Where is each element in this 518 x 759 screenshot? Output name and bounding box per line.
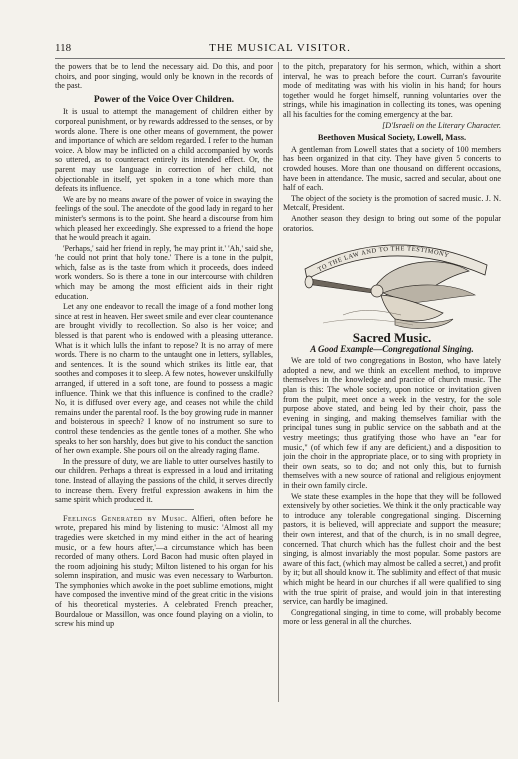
article-paragraph: Another season they design to bring out some of the popular oratorios. bbox=[283, 213, 501, 233]
trumpet-bell bbox=[305, 276, 313, 288]
two-column-body bbox=[55, 62, 505, 702]
article-paragraph: It is usual to attempt the management of children either by corporeal punishment, or by rewards addressed to the senses, or by words alone. There is one other means of government, the power and importance of which are seldom regarded. I refer to the human voice. A blow may be inflicted on a child accompanied by words so uttered, as to counteract entirely its intended effect. Or, the parent may use language in correction of her child, not objectionable in itself, yet spoken in a tone which more than defeats its influence. bbox=[55, 107, 273, 194]
section-divider bbox=[134, 509, 194, 510]
angel-engraving bbox=[283, 235, 501, 333]
inline-heading-feelings: Feelings Generated by Music. bbox=[63, 513, 188, 523]
article-heading-example: A Good Example—Congregational Singing. bbox=[310, 343, 474, 354]
article-paragraph: We are told of two congregations in Boston, who have lately adopted a new, and we think an excellent method, to improve themselves in the knowledge and practice of church music. The plan is this: The whole society, upon notice or invitation given from the pulpit, meet once a week in the vestry, for the sole purpose above stated, and being led by their choir, pass the evening in singing, and making themselves familiar with the principal tunes sung in public service on the sabbath and at the vestry meetings; thus gratifying those who have an "ear for music," (of which few if any are deficient,) and a disposition to join the choir in the appropriate place, or to sing with propriety in their own seats, so to do; and not only this, but to furnish themselves with a new source of rational and religious enjoyment in their own family circle. bbox=[283, 356, 501, 490]
feelings-text: Alfieri, often before he wrote, prepared his mind by listening to music: 'Almost all my tragedies were sketched in my mind either in the act of hearing music, or a few hours after,'—a circumstance which has been recorded of many others. Lord Bacon had music often played in the room adjoining his study; Milton listened to his organ for his solemn inspiration, and music was even necessary to Warburton. The symphonies which awoke in the poet sublime emotions, might have composed the inventive mind of the great critic in the visions of his theoretical mysteries. A celebrated French preacher, Bourdaloue or Massillon, was once found playing on a violin, to screw his mind up bbox=[55, 513, 273, 629]
continued-paragraph: the powers that be to lend the necessary aid. Do this, and poor choirs, and poor singing, would only be known in the records of the past. bbox=[55, 62, 273, 91]
article-paragraph: Let any one endeavor to recall the image of a fond mother long since at rest in heaven. Her sweet smile and ever clear countenance are brought vividly to recollection. So also is her voice; and blessed is that parent who is endowed with a pleasing utterance. What is it which lulls the infant to repose? It is no array of mere words. There is no charm to the untaught one in letters, syllables, and sentences. It is the sound which strikes its little ear, that soothes and composes it to sleep. A few notes, however unskilfully arranged, if uttered in a soft tone, are found to possess a magic influence. Think we that this influence is confined to the cradle? No, it is diffused over every age, and ceases not while the child remains under the parental roof. Is the boy growing rude in manner and boisterous in speech? I know of no instrument so sure to control these tendencies as the gentle tones of a mother. She who speaks to her son harshly, does but give to his conduct the sanction of her own example. She pours oil on the already raging flame. bbox=[55, 302, 273, 456]
trumpet bbox=[311, 279, 373, 293]
article-paragraph: We state these examples in the hope that they will be followed extensively by other societies. We think it the only practicable way to introduce any tolerable congregational singing. Discerning pastors, it is believed, will appreciate and support the measure; their own interest, and that of the church, is in no small degree, concerned. That church which has the fullest choir and the best singing, is almost invariably the most popular. Some pastors are aware of this fact, (which may almost be called a secret,) and profit by it; but all should know it. The sublimity and effect of that music which might be heard in our churches if all were qualified to sing with the true spirit of praise, and would join in that interesting service, can hardly be imagined. bbox=[283, 491, 501, 607]
article-paragraph: In the pressure of duty, we are liable to utter ourselves hastily to our children. Perhaps a threat is expressed in a loud and irritating tone. Instead of allaying the passions of the child, it serves directly to increase them. Every fretful expression awakens in him the same spirit which produced it. bbox=[55, 456, 273, 505]
running-title: THE MUSICAL VISITOR. bbox=[209, 42, 351, 54]
source-citation: [D'Israeli on the Literary Character. bbox=[382, 120, 501, 130]
article-heading-voice: Power of the Voice Over Children. bbox=[93, 93, 235, 105]
article-paragraph: Congregational singing, in time to come, will probably become more or less general in all the churches. bbox=[283, 607, 501, 627]
column-rule bbox=[278, 62, 279, 702]
section-title-sacred-music: Sacred Music. bbox=[352, 330, 432, 346]
article-paragraph: We are by no means aware of the power of voice in swaying the feelings of the soul. The anecdote of the good lady in regard to her minister's sermons is to the point. She heard a discourse from him which pleased her exceedingly. She expressed to a friend the hope that he would preach it again. bbox=[55, 194, 273, 243]
continued-paragraph: to the pitch, preparatory for his sermon, which, within a short interval, he was to preach before the court. Curran's favourite mode of meditating was with his violin in his hand; for hours together would he forget himself, running voluntaries over the strings, while his imagination in collecting its tones, was opening all his faculties for the coming emergency at the bar. bbox=[283, 62, 501, 119]
article-paragraph-feelings bbox=[55, 514, 273, 629]
article-heading-lowell: Beethoven Musical Society, Lowell, Mass. bbox=[317, 133, 467, 143]
page-number: 118 bbox=[55, 42, 72, 54]
magazine-page bbox=[55, 40, 505, 700]
article-paragraph: 'Perhaps,' said her friend in reply, 'he may print it.' 'Ah,' said she, 'he could not print that holy tone.' There is a tone in the pulpit, which, false as is the taste from which it proceeds, does indeed work wonders. So is there a tone in our intercourse with children which may be among the most efficient aids in their right education. bbox=[55, 243, 273, 301]
article-paragraph: A gentleman from Lowell states that a society of 100 members has been organized in that city. They have given 5 concerts to crowded houses. More than one thousand on different occasions, have been in attendance. The music, sacred and secular, about one half of each. bbox=[283, 144, 501, 193]
left-column bbox=[55, 62, 273, 702]
article-paragraph: The object of the society is the promotion of sacred music. J. N. Metcalf, President. bbox=[283, 193, 501, 213]
banner-text: TO THE LAW AND TO THE TESTIMONY bbox=[316, 245, 451, 274]
page-header bbox=[55, 40, 505, 59]
right-column bbox=[283, 62, 501, 702]
